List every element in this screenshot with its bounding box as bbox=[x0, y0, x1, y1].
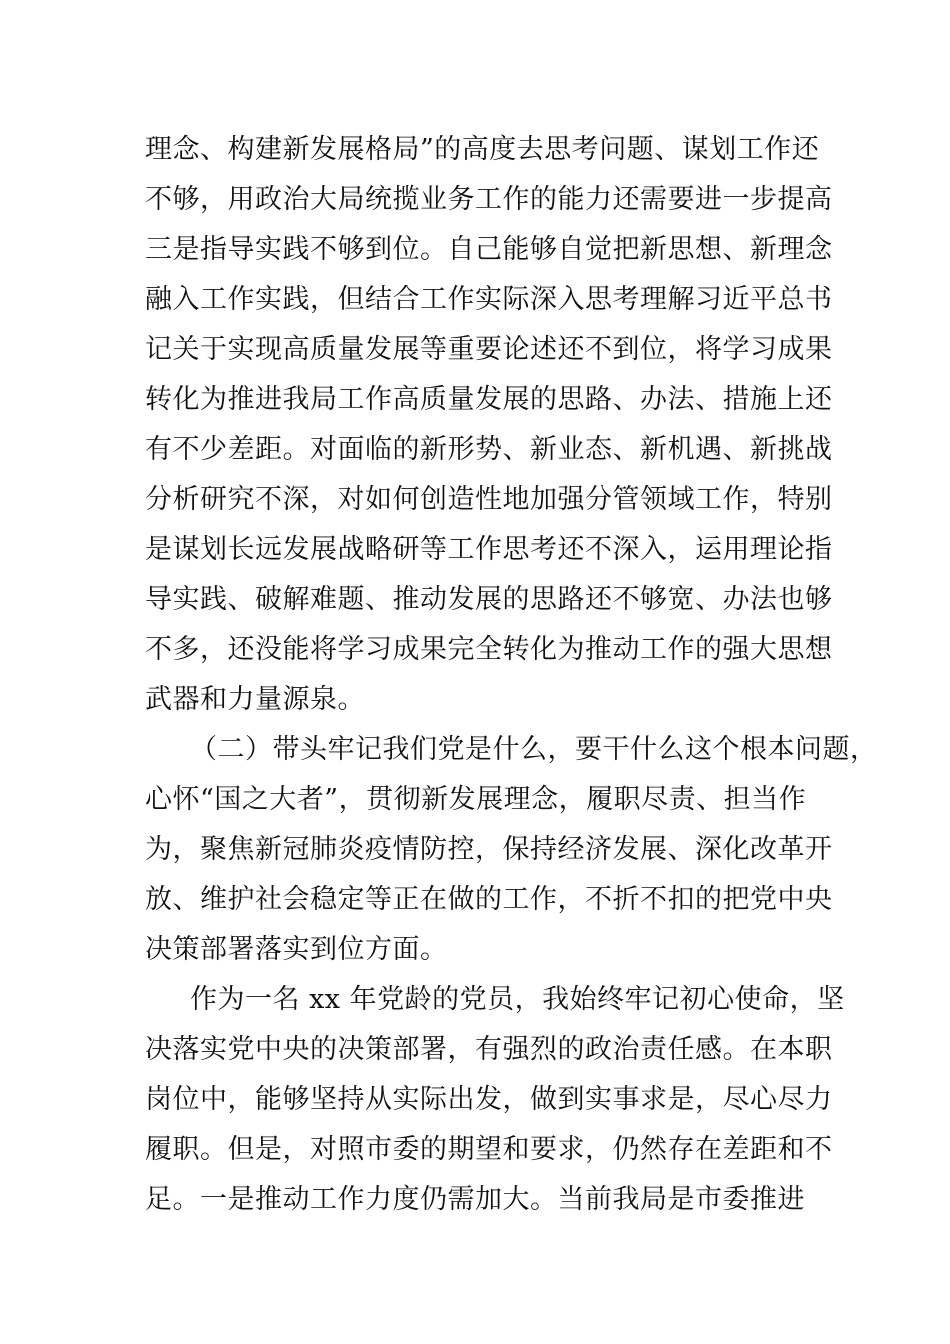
text-line: 决策部署落实到位方面。 bbox=[145, 934, 448, 965]
section-heading: （二）带头牢记我们党是什么，要干什么这个根本问题， bbox=[190, 734, 878, 765]
text-line: 分析研究不深，对如何创造性地加强分管领域工作，特别 bbox=[145, 484, 833, 515]
text-line: 放、维护社会稳定等正在做的工作，不折不扣的把党中央 bbox=[145, 884, 833, 915]
text-line: 决落实党中央的决策部署，有强烈的政治责任感。在本职 bbox=[145, 1034, 833, 1065]
text-line: 融入工作实践，但结合工作实际深入思考理解习近平总书 bbox=[145, 284, 833, 315]
text-line: 武器和力量源泉。 bbox=[145, 684, 365, 715]
text-line: 理念、构建新发展格局”的高度去思考问题、谋划工作还 bbox=[145, 134, 820, 165]
text-line: 记关于实现高质量发展等重要论述还不到位，将学习成果 bbox=[145, 334, 833, 365]
text-line: 岗位中，能够坚持从实际出发，做到实事求是，尽心尽力 bbox=[145, 1084, 833, 1115]
text-line: 导实践、破解难题、推动发展的思路还不够宽、办法也够 bbox=[145, 584, 833, 615]
text-line: 三是指导实践不够到位。自己能够自觉把新思想、新理念 bbox=[145, 234, 833, 265]
text-line: 心怀“国之大者”，贯彻新发展理念，履职尽责、担当作 bbox=[145, 784, 807, 815]
text-line: 为，聚焦新冠肺炎疫情防控，保持经济发展、深化改革开 bbox=[145, 834, 833, 865]
text-line: 有不少差距。对面临的新形势、新业态、新机遇、新挑战 bbox=[145, 434, 833, 465]
text-line: 足。一是推动工作力度仍需加大。当前我局是市委推进 bbox=[145, 1184, 805, 1215]
text-line: 不多，还没能将学习成果完全转化为推动工作的强大思想 bbox=[145, 634, 833, 665]
text-line: 不够，用政治大局统揽业务工作的能力还需要进一步提高 bbox=[145, 184, 833, 215]
text-line: 是谋划长远发展战略研等工作思考还不深入，运用理论指 bbox=[145, 534, 833, 565]
text-line: 转化为推进我局工作高质量发展的思路、办法、措施上还 bbox=[145, 384, 833, 415]
paragraph-start: 作为一名 xx 年党龄的党员，我始终牢记初心使命，坚 bbox=[190, 984, 845, 1015]
text-line: 履职。但是，对照市委的期望和要求，仍然存在差距和不 bbox=[145, 1134, 833, 1165]
